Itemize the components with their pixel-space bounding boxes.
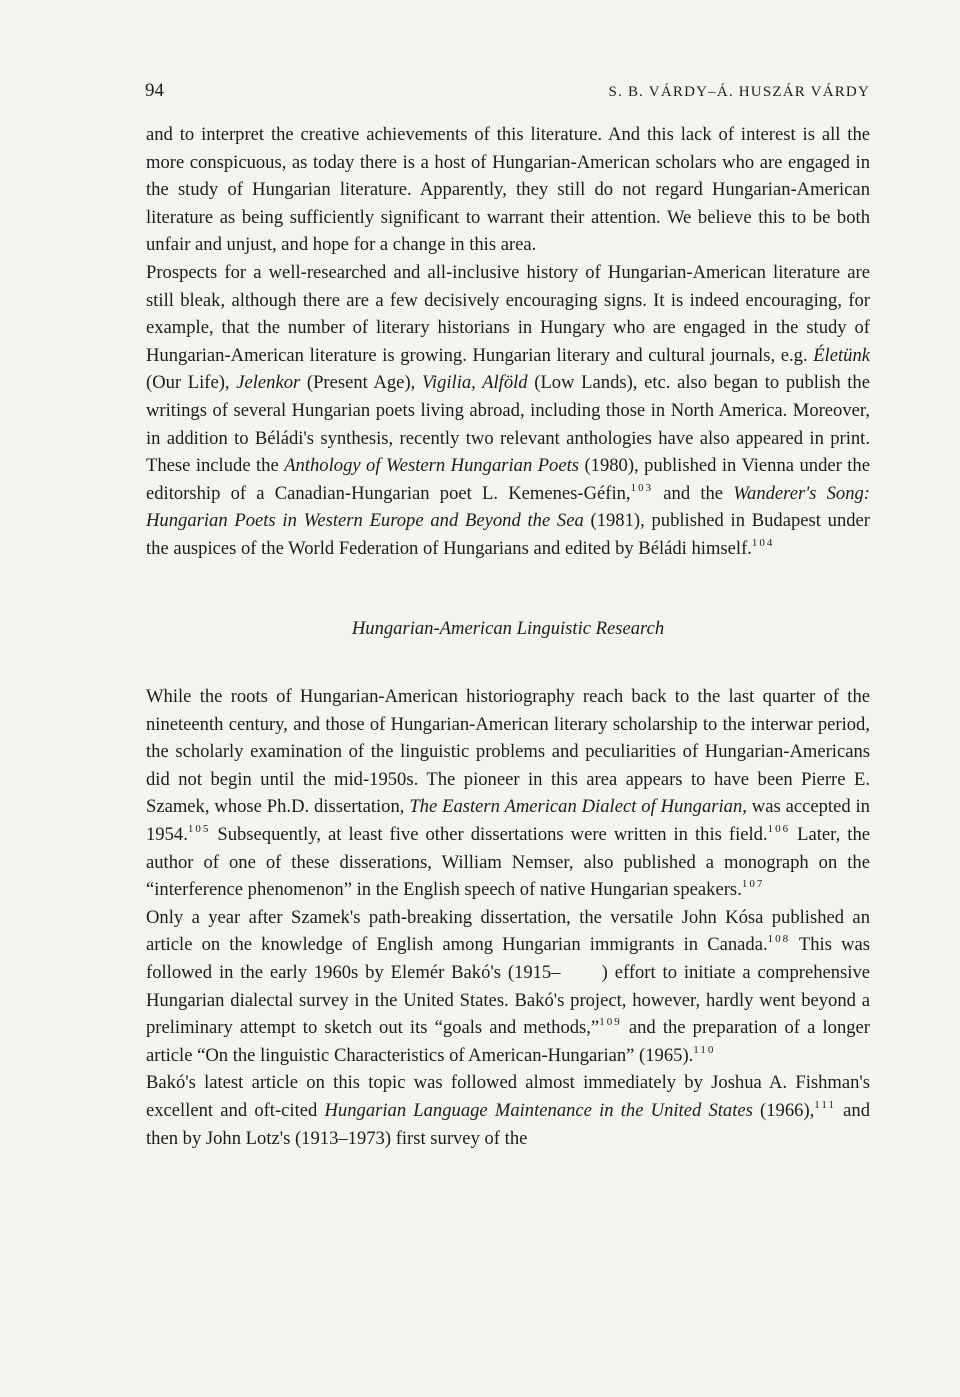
text-run: (Low Lands), etc. also began to publish the writings of several Hungarian poets living abroad, including those in North America. Moreover, in addition to Béládi's synthesis, recently two relevant anthologies have also appeared in print. These include the xyxy=(146,372,870,477)
running-head: S. B. VÁRDY–Á. HUSZÁR VÁRDY xyxy=(608,84,870,100)
footnote-ref: 107 xyxy=(741,878,765,891)
paragraph xyxy=(146,1069,870,1152)
footnote-ref: 111 xyxy=(814,1099,836,1111)
text-run: and to interpret the creative achievements of this literature. And this lack of interest is all the more conspicuous, as today there is a host of Hungarian-American scholars who are engaged in the study of Hungarian literature. Apparently, they still do not regard Hungarian-American literature as being sufficiently significant to warrant their attention. We believe this to be both unfair and unjust, and hope for a change in this area. xyxy=(146,124,870,256)
paragraph xyxy=(146,259,870,563)
book-title: The Eastern American Dialect of Hungarian, xyxy=(409,796,747,818)
text-run: (1981), published in Budapest under the auspices of the World Federation of Hungarians and edited by Béládi himself. xyxy=(146,510,871,559)
section-heading: Hungarian-American Linguistic Research xyxy=(351,617,665,639)
body-text xyxy=(146,121,870,1152)
text-run: This was followed in the early 1960s by Elemér Bakó's (1915– ) effort to initiate a comprehensive Hungarian dialectal survey in the United States. Bakó's project, however, hardly went beyond a preliminary attempt to sketch out its “goals and methods,” xyxy=(146,934,871,1039)
text-run: Subsequently, at least five other dissertations were written in this field. xyxy=(210,824,768,846)
text-run: Only a year after Szamek's path-breaking dissertation, the versatile John Kósa published an article on the knowledge of English among Hungarian immigrants in Canada. xyxy=(146,906,870,956)
text-run: While the roots of Hungarian-American historiography reach back to the last quarter of the nineteenth century, and those of Hungarian-American literary scholarship to the interwar period, the scholarly examination of the linguistic problems and peculiarities of Hungarian-Americans did not begin until the mid-1950s. The pioneer in this area appears to have been Pierre E. Szamek, whose Ph.D. dissertation, xyxy=(146,686,870,818)
footnote-ref: 105 xyxy=(187,823,211,836)
journal-title: Életünk xyxy=(813,344,870,366)
paragraph xyxy=(146,121,870,259)
book-title: Wanderer's Song: Hungarian Poets in Western Europe and Beyond the Sea xyxy=(146,482,871,532)
page-header xyxy=(145,80,870,102)
text-run: (1966), xyxy=(752,1100,815,1121)
text-run: Bakó's latest article on this topic was followed almost immediately by Joshua A. Fishman's excellent and oft-cited xyxy=(146,1072,870,1121)
text-run: (Present Age), xyxy=(300,372,422,394)
text-run: Prospects for a well-researched and all-inclusive history of Hungarian-American literature are still bleak, although there are a few decisively encouraging signs. It is indeed encouraging, for example, that the number of literary historians in Hungary who are engaged in the study of Hungarian-American literature is growing. Hungarian literary and cultural journals, e.g. xyxy=(146,261,870,366)
text-run: and then by John Lotz's (1913–1973) first survey of the xyxy=(146,1100,871,1149)
text-run: and the xyxy=(653,482,734,504)
book-title: Hungarian Language Maintenance in the United States xyxy=(324,1100,753,1121)
paragraph xyxy=(146,683,870,904)
text-run: Later, the author of one of these disserations, William Nemser, also published a monograph on the “interference phenomenon” in the English speech of native Hungarian speakers. xyxy=(146,824,870,901)
footnote-ref: 106 xyxy=(767,823,791,836)
footnote-ref: 110 xyxy=(693,1043,716,1056)
text-run: (1980), published in Vienna under the editorship of a Canadian-Hungarian poet L. Kemenes-Géfin, xyxy=(146,455,870,504)
footnote-ref: 109 xyxy=(599,1016,622,1029)
page-number: 94 xyxy=(145,80,164,101)
text-run: (Our Life), xyxy=(146,372,237,394)
paragraph xyxy=(146,904,870,1070)
text-run: and the preparation of a longer article “On the linguistic Characteristics of American-Hungarian” (1965). xyxy=(146,1017,870,1066)
journal-title: Jelenkor xyxy=(236,372,301,394)
footnote-ref: 104 xyxy=(751,536,775,549)
footnote-ref: 103 xyxy=(630,481,654,494)
journal-title: Vigilia, Alföld xyxy=(421,372,528,394)
footnote-ref: 108 xyxy=(767,933,791,946)
book-title: Anthology of Western Hungarian Poets xyxy=(284,455,580,477)
text-run: was accepted in 1954. xyxy=(146,796,870,846)
